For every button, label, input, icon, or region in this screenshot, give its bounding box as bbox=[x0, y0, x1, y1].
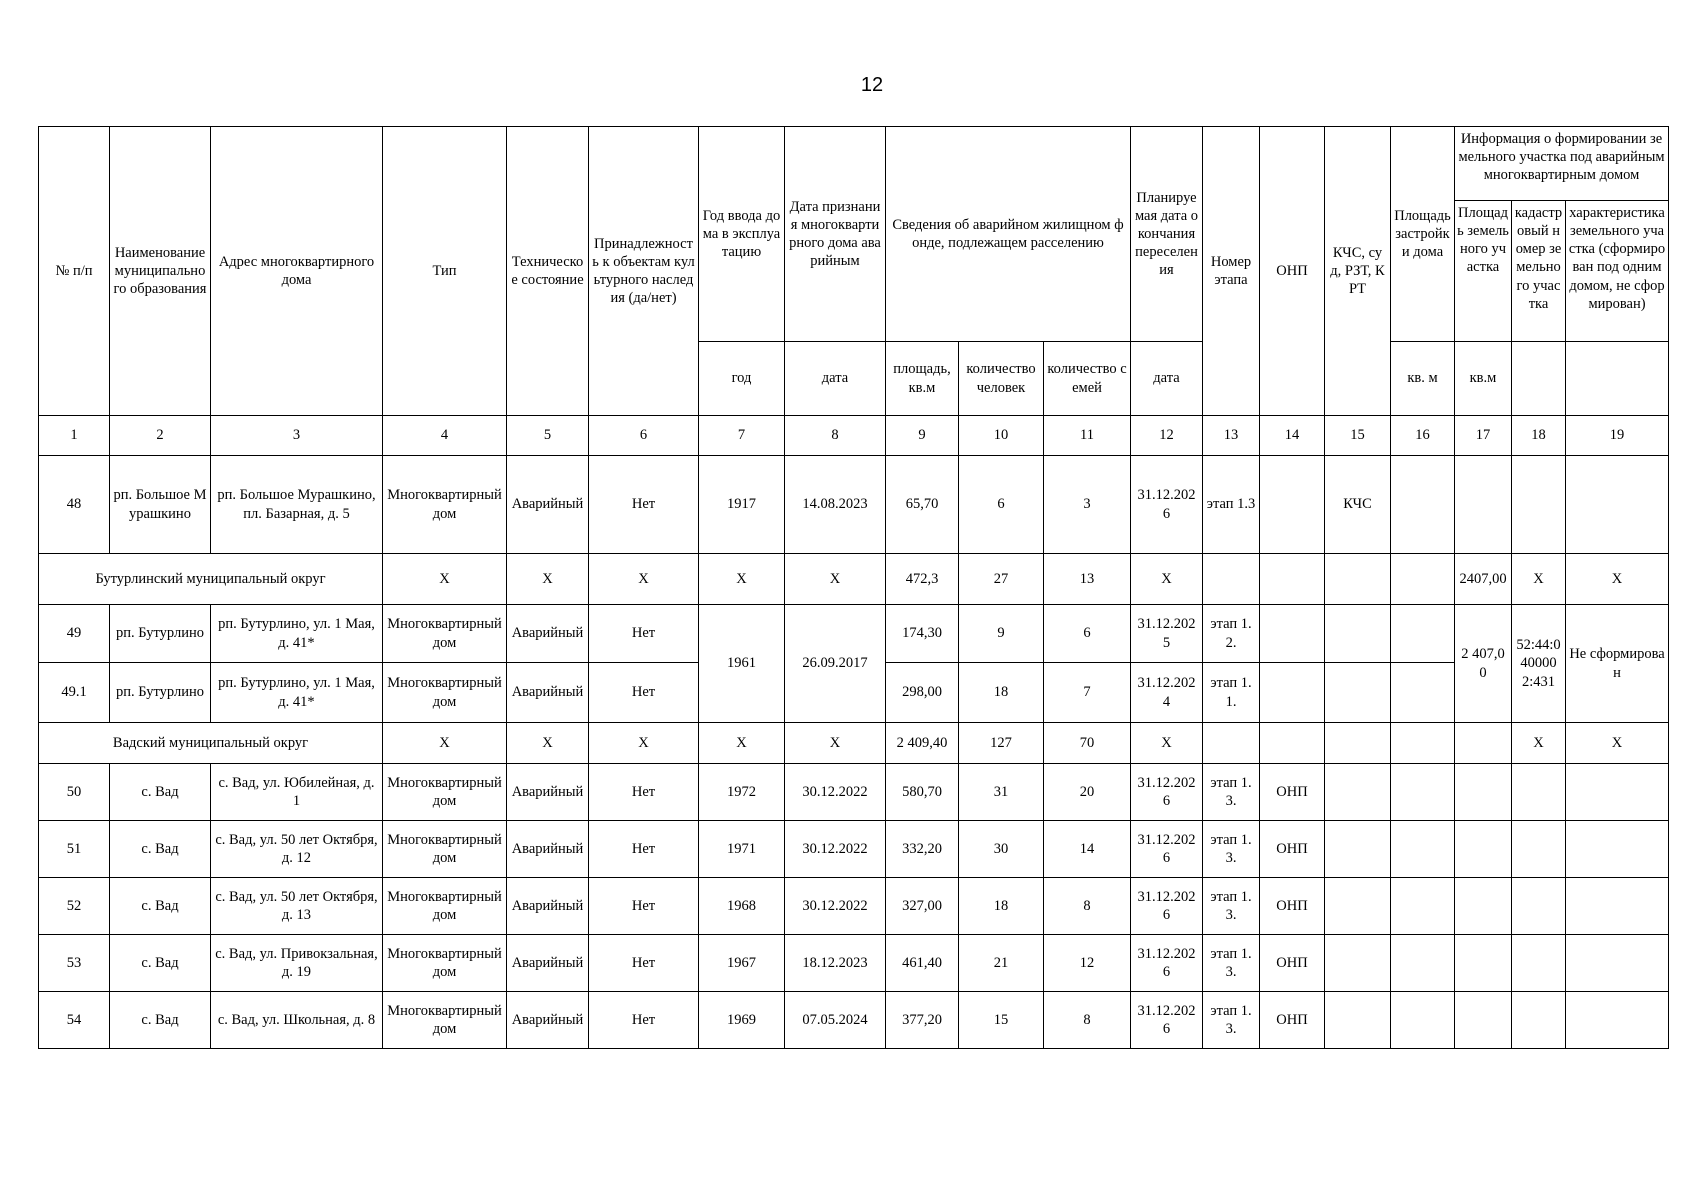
state-cell: Аварийный bbox=[507, 764, 589, 821]
type-cell: Многоквартирный дом bbox=[383, 935, 507, 992]
year-cell: 1967 bbox=[699, 935, 785, 992]
kchs-cell bbox=[1325, 554, 1391, 605]
municipality-cell: с. Вад bbox=[110, 878, 211, 935]
address-cell: с. Вад, ул. Юбилейная, д. 1 bbox=[211, 764, 383, 821]
kchs-cell bbox=[1325, 663, 1391, 723]
building-area-cell bbox=[1391, 821, 1455, 878]
people-cell: 18 bbox=[959, 663, 1044, 723]
cadastral-cell bbox=[1512, 821, 1566, 878]
date-cell: 30.12.2022 bbox=[785, 764, 886, 821]
header-cell: Планируемая дата окончания переселения bbox=[1131, 127, 1203, 342]
subtotal-row-vad bbox=[39, 723, 1669, 764]
onp-cell bbox=[1260, 723, 1325, 764]
families-cell: 8 bbox=[1044, 878, 1131, 935]
stage-cell: этап 1.3. bbox=[1203, 992, 1260, 1049]
land-area-cell bbox=[1455, 992, 1512, 1049]
column-number: 6 bbox=[589, 416, 699, 456]
x-cell: X bbox=[1566, 723, 1669, 764]
x-cell: X bbox=[589, 723, 699, 764]
land-char-cell bbox=[1566, 456, 1669, 554]
kchs-cell: КЧС bbox=[1325, 456, 1391, 554]
area-cell: 327,00 bbox=[886, 878, 959, 935]
x-cell: X bbox=[1131, 554, 1203, 605]
header-cell: кв. м bbox=[1391, 342, 1455, 416]
heritage-cell: Нет bbox=[589, 764, 699, 821]
column-number: 4 bbox=[383, 416, 507, 456]
x-cell: X bbox=[1131, 723, 1203, 764]
subtotal-label: Вадский муниципальный округ bbox=[39, 723, 383, 764]
address-cell: рп. Бутурлино, ул. 1 Мая, д. 41* bbox=[211, 605, 383, 663]
families-cell: 8 bbox=[1044, 992, 1131, 1049]
heritage-cell: Нет bbox=[589, 878, 699, 935]
header-cell: Тип bbox=[383, 127, 507, 416]
address-cell: с. Вад, ул. 50 лет Октября, д. 12 bbox=[211, 821, 383, 878]
families-cell: 12 bbox=[1044, 935, 1131, 992]
municipality-cell: с. Вад bbox=[110, 992, 211, 1049]
municipality-cell: рп. Бутурлино bbox=[110, 663, 211, 723]
x-cell: X bbox=[785, 723, 886, 764]
people-cell: 21 bbox=[959, 935, 1044, 992]
municipality-cell: с. Вад bbox=[110, 821, 211, 878]
x-cell: X bbox=[589, 554, 699, 605]
x-cell: X bbox=[507, 554, 589, 605]
type-cell: Многоквартирный дом bbox=[383, 878, 507, 935]
header-group-cell: Сведения об аварийном жилищном фонде, подлежащем расселению bbox=[886, 127, 1131, 342]
year-cell: 1969 bbox=[699, 992, 785, 1049]
end-date-cell: 31.12.2026 bbox=[1131, 821, 1203, 878]
onp-cell: ОНП bbox=[1260, 878, 1325, 935]
state-cell: Аварийный bbox=[507, 878, 589, 935]
header-cell: ОНП bbox=[1260, 127, 1325, 416]
header-cell: Год ввода дома в эксплуатацию bbox=[699, 127, 785, 342]
kchs-cell bbox=[1325, 605, 1391, 663]
type-cell: Многоквартирный дом bbox=[383, 456, 507, 554]
area-cell: 461,40 bbox=[886, 935, 959, 992]
building-area-cell bbox=[1391, 605, 1455, 663]
stage-cell: этап 1.3. bbox=[1203, 821, 1260, 878]
column-number: 5 bbox=[507, 416, 589, 456]
families-cell: 20 bbox=[1044, 764, 1131, 821]
municipality-cell: рп. Бутурлино bbox=[110, 605, 211, 663]
column-number: 7 bbox=[699, 416, 785, 456]
kchs-cell bbox=[1325, 764, 1391, 821]
row-number: 49 bbox=[39, 605, 110, 663]
land-char-cell bbox=[1566, 878, 1669, 935]
page-number: 12 bbox=[860, 74, 884, 96]
header-row bbox=[39, 127, 1669, 342]
land-info-subheaders bbox=[1455, 201, 1668, 341]
x-cell: X bbox=[1512, 723, 1566, 764]
header-cell: КЧС, суд, РЗТ, КРТ bbox=[1325, 127, 1391, 416]
end-date-cell: 31.12.2026 bbox=[1131, 878, 1203, 935]
onp-cell: ОНП bbox=[1260, 992, 1325, 1049]
stage-cell: этап 1.3. bbox=[1203, 878, 1260, 935]
stage-cell bbox=[1203, 554, 1260, 605]
stage-cell: этап 1.1. bbox=[1203, 663, 1260, 723]
header-cell bbox=[1566, 342, 1669, 416]
table-row bbox=[39, 764, 1669, 821]
address-cell: рп. Большое Мурашкино, пл. Базарная, д. 5 bbox=[211, 456, 383, 554]
header-cell: кв.м bbox=[1455, 342, 1512, 416]
people-cell: 31 bbox=[959, 764, 1044, 821]
row-number: 52 bbox=[39, 878, 110, 935]
x-cell: X bbox=[1566, 554, 1669, 605]
stage-cell: этап 1.2. bbox=[1203, 605, 1260, 663]
stage-cell: этап 1.3. bbox=[1203, 764, 1260, 821]
row-number: 50 bbox=[39, 764, 110, 821]
building-area-cell bbox=[1391, 935, 1455, 992]
state-cell: Аварийный bbox=[507, 663, 589, 723]
end-date-cell: 31.12.2025 bbox=[1131, 605, 1203, 663]
column-number: 8 bbox=[785, 416, 886, 456]
land-area-cell bbox=[1455, 764, 1512, 821]
land-char-cell: Не сформирован bbox=[1566, 605, 1669, 723]
row-number: 51 bbox=[39, 821, 110, 878]
year-cell: 1961 bbox=[699, 605, 785, 723]
building-area-cell bbox=[1391, 663, 1455, 723]
table-row bbox=[39, 605, 1669, 663]
land-area-cell bbox=[1455, 821, 1512, 878]
header-cell: Дата признания многоквартирного дома аварийным bbox=[785, 127, 886, 342]
area-cell: 174,30 bbox=[886, 605, 959, 663]
onp-cell bbox=[1260, 663, 1325, 723]
column-number: 16 bbox=[1391, 416, 1455, 456]
building-area-cell bbox=[1391, 992, 1455, 1049]
year-cell: 1971 bbox=[699, 821, 785, 878]
stage-cell bbox=[1203, 723, 1260, 764]
date-cell: 30.12.2022 bbox=[785, 821, 886, 878]
column-number: 9 bbox=[886, 416, 959, 456]
area-cell: 377,20 bbox=[886, 992, 959, 1049]
x-cell: X bbox=[699, 554, 785, 605]
row-number: 53 bbox=[39, 935, 110, 992]
column-number: 2 bbox=[110, 416, 211, 456]
area-cell: 332,20 bbox=[886, 821, 959, 878]
header-cell: количество семей bbox=[1044, 342, 1131, 416]
row-number: 48 bbox=[39, 456, 110, 554]
building-area-cell bbox=[1391, 878, 1455, 935]
subtotal-label: Бутурлинский муниципальный округ bbox=[39, 554, 383, 605]
state-cell: Аварийный bbox=[507, 992, 589, 1049]
state-cell: Аварийный bbox=[507, 935, 589, 992]
kchs-cell bbox=[1325, 935, 1391, 992]
address-cell: с. Вад, ул. 50 лет Октября, д. 13 bbox=[211, 878, 383, 935]
x-cell: X bbox=[785, 554, 886, 605]
building-area-cell bbox=[1391, 554, 1455, 605]
header-group-cell bbox=[1455, 127, 1669, 342]
type-cell: Многоквартирный дом bbox=[383, 992, 507, 1049]
x-cell: X bbox=[1512, 554, 1566, 605]
area-cell: 298,00 bbox=[886, 663, 959, 723]
municipality-cell: рп. Большое Мурашкино bbox=[110, 456, 211, 554]
land-area-cell bbox=[1455, 456, 1512, 554]
land-area-cell: 2 407,00 bbox=[1455, 605, 1512, 723]
address-cell: рп. Бутурлино, ул. 1 Мая, д. 41* bbox=[211, 663, 383, 723]
area-cell: 472,3 bbox=[886, 554, 959, 605]
heritage-cell: Нет bbox=[589, 456, 699, 554]
header-cell: площадь, кв.м bbox=[886, 342, 959, 416]
land-info-group-title: Информация о формировании земельного участка под аварийным многоквартирным домом bbox=[1455, 127, 1668, 201]
cadastral-cell bbox=[1512, 935, 1566, 992]
x-cell: X bbox=[507, 723, 589, 764]
cadastral-cell: 52:44:0400002:431 bbox=[1512, 605, 1566, 723]
heritage-cell: Нет bbox=[589, 992, 699, 1049]
column-number: 11 bbox=[1044, 416, 1131, 456]
families-cell: 13 bbox=[1044, 554, 1131, 605]
column-number: 19 bbox=[1566, 416, 1669, 456]
row-number: 49.1 bbox=[39, 663, 110, 723]
kchs-cell bbox=[1325, 992, 1391, 1049]
heritage-cell: Нет bbox=[589, 821, 699, 878]
people-cell: 15 bbox=[959, 992, 1044, 1049]
onp-cell: ОНП bbox=[1260, 764, 1325, 821]
people-cell: 30 bbox=[959, 821, 1044, 878]
land-area-cell bbox=[1455, 935, 1512, 992]
heritage-cell: Нет bbox=[589, 935, 699, 992]
table-row bbox=[39, 992, 1669, 1049]
area-cell: 580,70 bbox=[886, 764, 959, 821]
families-cell: 3 bbox=[1044, 456, 1131, 554]
state-cell: Аварийный bbox=[507, 456, 589, 554]
heritage-cell: Нет bbox=[589, 663, 699, 723]
onp-cell: ОНП bbox=[1260, 935, 1325, 992]
header-cell: Наименование муниципального образования bbox=[110, 127, 211, 416]
end-date-cell: 31.12.2026 bbox=[1131, 935, 1203, 992]
subtotal-row-buturlino bbox=[39, 554, 1669, 605]
kchs-cell bbox=[1325, 821, 1391, 878]
year-cell: 1972 bbox=[699, 764, 785, 821]
header-cell: год bbox=[699, 342, 785, 416]
cadastral-cell bbox=[1512, 456, 1566, 554]
cadastral-cell bbox=[1512, 992, 1566, 1049]
column-number: 12 bbox=[1131, 416, 1203, 456]
area-cell: 2 409,40 bbox=[886, 723, 959, 764]
building-area-cell bbox=[1391, 764, 1455, 821]
families-cell: 14 bbox=[1044, 821, 1131, 878]
emergency-housing-table bbox=[38, 126, 1669, 1049]
kchs-cell bbox=[1325, 878, 1391, 935]
stage-cell: этап 1.3 bbox=[1203, 456, 1260, 554]
column-number: 15 bbox=[1325, 416, 1391, 456]
date-cell: 30.12.2022 bbox=[785, 878, 886, 935]
onp-cell bbox=[1260, 605, 1325, 663]
column-numbers-row bbox=[39, 416, 1669, 456]
people-cell: 127 bbox=[959, 723, 1044, 764]
municipality-cell: с. Вад bbox=[110, 935, 211, 992]
onp-cell bbox=[1260, 456, 1325, 554]
date-cell: 07.05.2024 bbox=[785, 992, 886, 1049]
x-cell: X bbox=[383, 554, 507, 605]
header-cell: Техническое состояние bbox=[507, 127, 589, 416]
families-cell: 7 bbox=[1044, 663, 1131, 723]
header-cell: № п/п bbox=[39, 127, 110, 416]
column-number: 10 bbox=[959, 416, 1044, 456]
x-cell: X bbox=[699, 723, 785, 764]
type-cell: Многоквартирный дом bbox=[383, 605, 507, 663]
table-row bbox=[39, 456, 1669, 554]
date-cell: 26.09.2017 bbox=[785, 605, 886, 723]
people-cell: 6 bbox=[959, 456, 1044, 554]
column-number: 1 bbox=[39, 416, 110, 456]
onp-cell bbox=[1260, 554, 1325, 605]
type-cell: Многоквартирный дом bbox=[383, 821, 507, 878]
municipality-cell: с. Вад bbox=[110, 764, 211, 821]
kchs-cell bbox=[1325, 723, 1391, 764]
header-cell: дата bbox=[1131, 342, 1203, 416]
cadastral-cell bbox=[1512, 764, 1566, 821]
people-cell: 9 bbox=[959, 605, 1044, 663]
area-cell: 65,70 bbox=[886, 456, 959, 554]
column-number: 13 bbox=[1203, 416, 1260, 456]
people-cell: 27 bbox=[959, 554, 1044, 605]
header-cell bbox=[1512, 342, 1566, 416]
building-area-cell bbox=[1391, 456, 1455, 554]
type-cell: Многоквартирный дом bbox=[383, 764, 507, 821]
people-cell: 18 bbox=[959, 878, 1044, 935]
column-number: 14 bbox=[1260, 416, 1325, 456]
type-cell: Многоквартирный дом bbox=[383, 663, 507, 723]
families-cell: 6 bbox=[1044, 605, 1131, 663]
state-cell: Аварийный bbox=[507, 605, 589, 663]
date-cell: 14.08.2023 bbox=[785, 456, 886, 554]
heritage-cell: Нет bbox=[589, 605, 699, 663]
x-cell: X bbox=[383, 723, 507, 764]
end-date-cell: 31.12.2026 bbox=[1131, 456, 1203, 554]
land-char-cell bbox=[1566, 935, 1669, 992]
header-cell: Принадлежность к объектам культурного наследия (да/нет) bbox=[589, 127, 699, 416]
header-cell: количество человек bbox=[959, 342, 1044, 416]
year-cell: 1917 bbox=[699, 456, 785, 554]
column-number: 18 bbox=[1512, 416, 1566, 456]
land-area-cell: 2407,00 bbox=[1455, 554, 1512, 605]
table-row bbox=[39, 821, 1669, 878]
cadastral-cell bbox=[1512, 878, 1566, 935]
stage-cell: этап 1.3. bbox=[1203, 935, 1260, 992]
end-date-cell: 31.12.2026 bbox=[1131, 992, 1203, 1049]
address-cell: с. Вад, ул. Школьная, д. 8 bbox=[211, 992, 383, 1049]
date-cell: 18.12.2023 bbox=[785, 935, 886, 992]
end-date-cell: 31.12.2024 bbox=[1131, 663, 1203, 723]
building-area-cell bbox=[1391, 723, 1455, 764]
families-cell: 70 bbox=[1044, 723, 1131, 764]
header-cell: характеристика земельного участка (сформирован под одним домом, не сформирован) bbox=[1568, 205, 1666, 312]
header-cell: кадастровый номер земельного участка bbox=[1512, 201, 1566, 341]
year-cell: 1968 bbox=[699, 878, 785, 935]
land-area-cell bbox=[1455, 878, 1512, 935]
header-cell: Площадь земельного участка bbox=[1455, 201, 1512, 341]
header-cell: Адрес многоквартирного дома bbox=[211, 127, 383, 416]
header-cell: Площадь застройки дома bbox=[1391, 127, 1455, 342]
table-row bbox=[39, 878, 1669, 935]
address-cell: с. Вад, ул. Привокзальная, д. 19 bbox=[211, 935, 383, 992]
header-cell: Номер этапа bbox=[1203, 127, 1260, 416]
row-number: 54 bbox=[39, 992, 110, 1049]
land-char-cell bbox=[1566, 764, 1669, 821]
column-number: 3 bbox=[211, 416, 383, 456]
header-cell: дата bbox=[785, 342, 886, 416]
onp-cell: ОНП bbox=[1260, 821, 1325, 878]
land-char-cell bbox=[1566, 992, 1669, 1049]
land-area-cell bbox=[1455, 723, 1512, 764]
table-row bbox=[39, 935, 1669, 992]
land-char-cell bbox=[1566, 821, 1669, 878]
state-cell: Аварийный bbox=[507, 821, 589, 878]
column-number: 17 bbox=[1455, 416, 1512, 456]
end-date-cell: 31.12.2026 bbox=[1131, 764, 1203, 821]
